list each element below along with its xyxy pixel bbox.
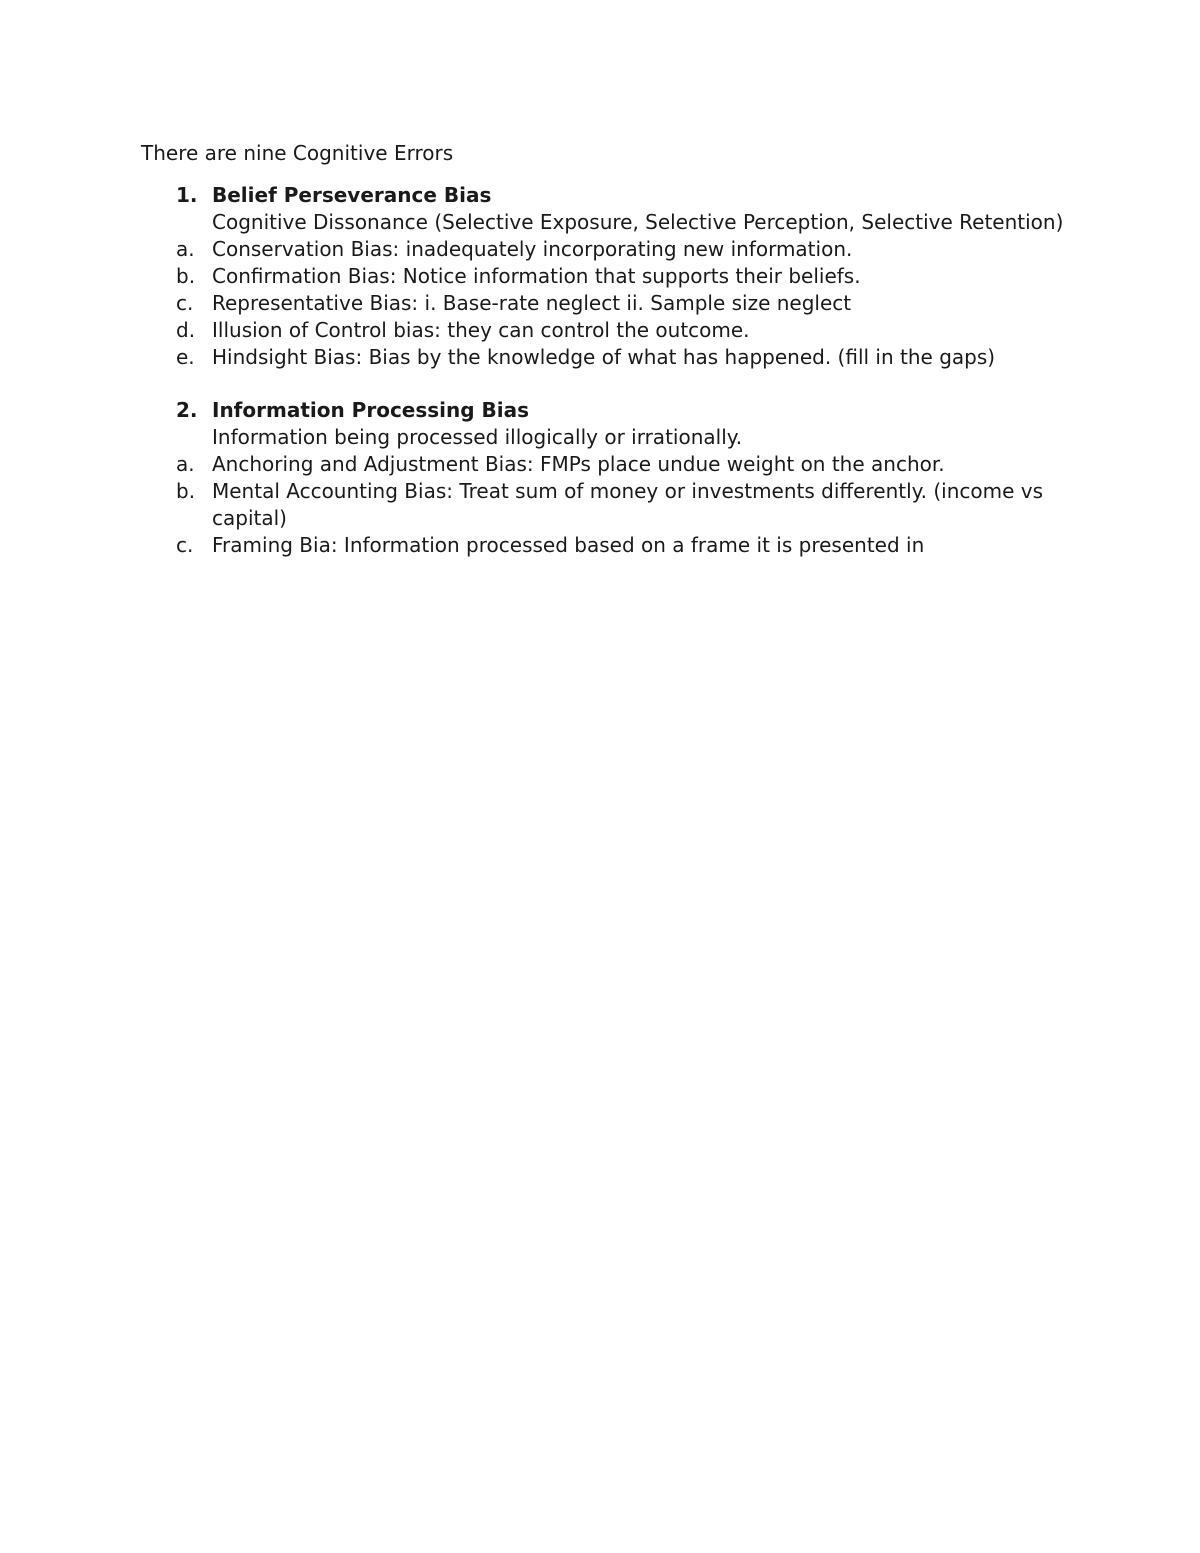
item-text: Mental Accounting Bias: Treat sum of money or investments differently. (income vs capital) <box>212 479 1044 530</box>
item-text: Confirmation Bias: Notice information that supports their beliefs. <box>212 264 861 288</box>
item-letter: d. <box>176 318 196 342</box>
section-belief-perseverance <box>141 182 1101 371</box>
item-text: Hindsight Bias: Bias by the knowledge of what has happened. (fill in the gaps) <box>212 345 996 369</box>
section-title: Belief Perseverance Bias <box>212 183 492 207</box>
item-letter: b. <box>176 264 196 288</box>
section-description-row <box>141 424 1101 451</box>
section-title: Information Processing Bias <box>212 398 530 422</box>
document-body <box>141 140 1101 585</box>
section-heading-row <box>141 182 1101 209</box>
item-text: Anchoring and Adjustment Bias: FMPs place undue weight on the anchor. <box>212 452 945 476</box>
item-letter: a. <box>176 452 195 476</box>
list-item <box>141 263 1101 290</box>
section-description-row <box>141 209 1101 236</box>
section-number: 1. <box>176 183 198 207</box>
item-letter: a. <box>176 237 195 261</box>
list-item <box>141 478 1101 532</box>
item-text: Conservation Bias: inadequately incorporating new information. <box>212 237 853 261</box>
list-item <box>141 451 1101 478</box>
list-item <box>141 344 1101 371</box>
section-information-processing <box>141 397 1101 559</box>
item-text: Representative Bias: i. Base-rate neglect ii. Sample size neglect <box>212 291 852 315</box>
section-number: 2. <box>176 398 198 422</box>
list-item <box>141 290 1101 317</box>
section-heading-row <box>141 397 1101 424</box>
item-letter: e. <box>176 345 195 369</box>
list-item <box>141 317 1101 344</box>
section-description: Information being processed illogically or irrationally. <box>212 425 743 449</box>
item-letter: c. <box>176 291 194 315</box>
item-letter: b. <box>176 479 196 503</box>
section-description: Cognitive Dissonance (Selective Exposure, Selective Perception, Selective Retention) <box>212 210 1064 234</box>
list-item <box>141 532 1101 559</box>
intro-text: There are nine Cognitive Errors <box>141 141 454 165</box>
item-text: Illusion of Control bias: they can control the outcome. <box>212 318 750 342</box>
item-text: Framing Bia: Information processed based on a frame it is presented in <box>212 533 925 557</box>
list-item <box>141 236 1101 263</box>
item-letter: c. <box>176 533 194 557</box>
